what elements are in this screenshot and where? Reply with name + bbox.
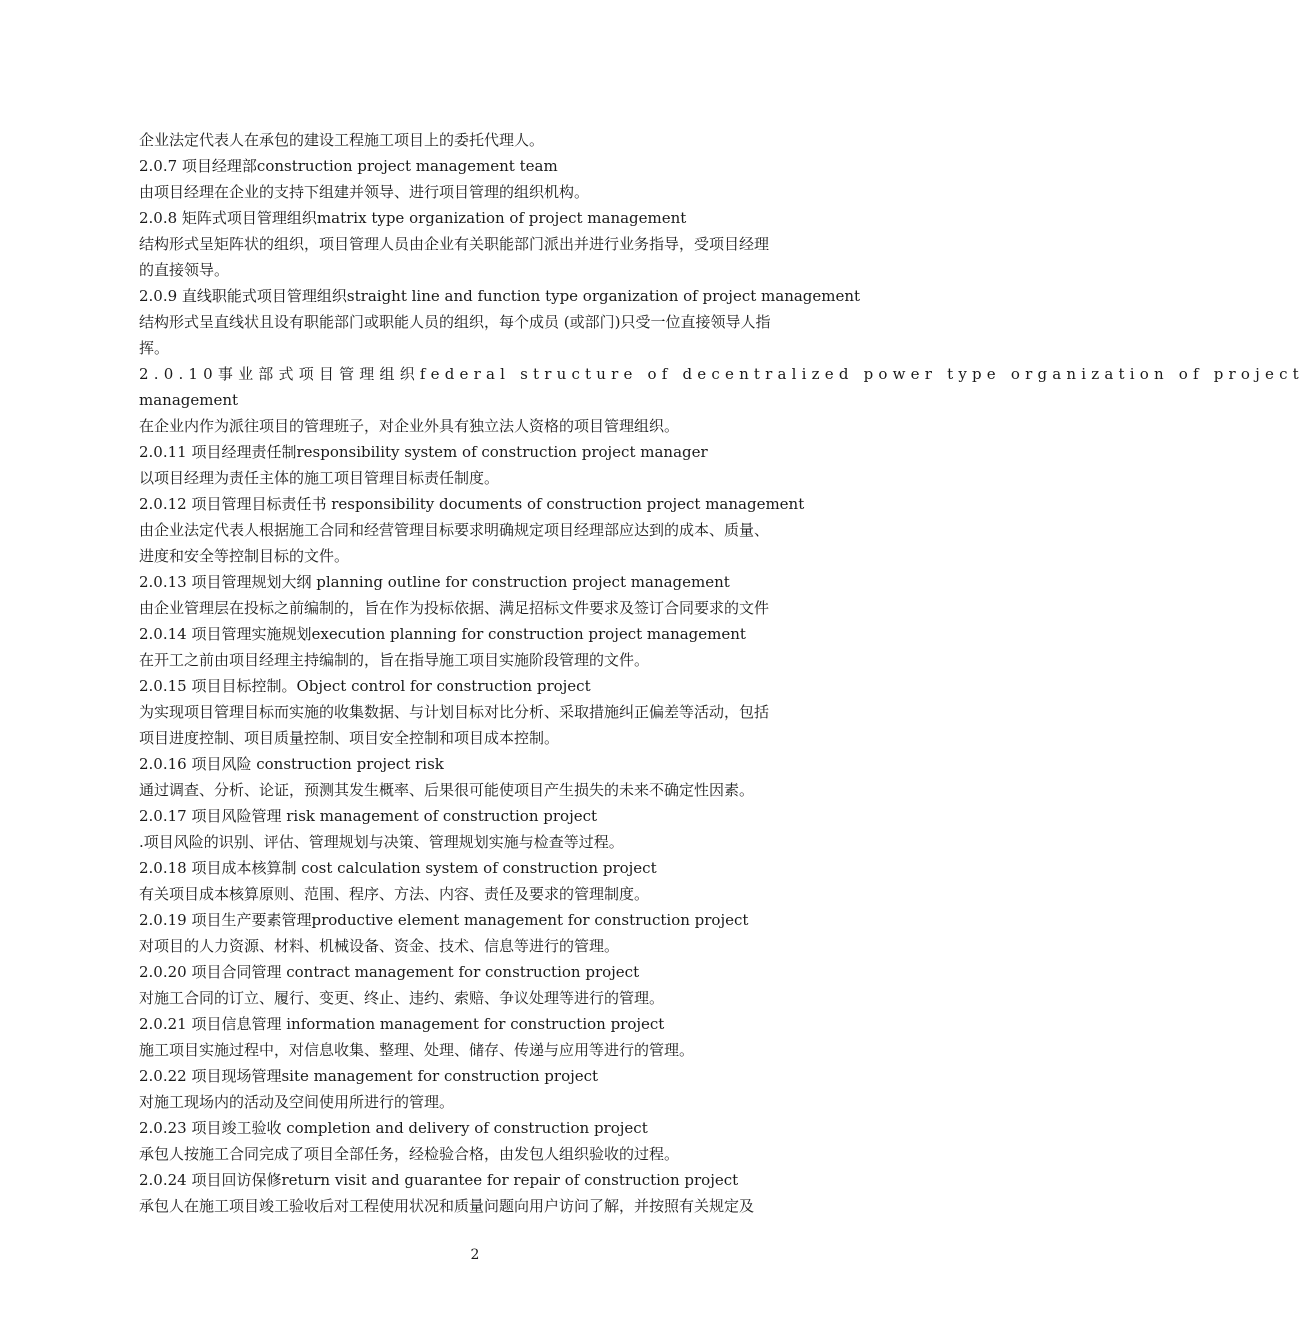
body-text-line: 对施工现场内的活动及空间使用所进行的管理。 — [139, 1093, 455, 1111]
body-text-line: 项目进度控制、项目质量控制、项目安全控制和项目成本控制。 — [139, 729, 560, 747]
term-heading-2-0-20: 2.0.20 项目合同管理 contract management for construction project — [139, 963, 640, 981]
term-heading-2-0-12: 2.0.12 项目管理目标责任书 responsibility documents of construction project management — [139, 495, 805, 513]
term-heading-2-0-23: 2.0.23 项目竣工验收 completion and delivery of construction project — [139, 1119, 648, 1137]
term-heading-2-0-19: 2.0.19 项目生产要素管理productive element management for construction project — [139, 911, 749, 929]
page-number: 2 — [470, 1247, 480, 1263]
body-text-line: 在开工之前由项目经理主持编制的，旨在指导施工项目实施阶段管理的文件。 — [139, 651, 650, 669]
body-text-line: 挥。 — [139, 339, 170, 357]
body-text-line: 对施工合同的订立、履行、变更、终止、违约、索赔、争议处理等进行的管理。 — [139, 989, 665, 1007]
document-body — [139, 127, 1304, 1219]
term-heading-2-0-13: 2.0.13 项目管理规划大纲 planning outline for construction project management — [139, 573, 730, 591]
body-text-line: 由企业法定代表人根据施工合同和经营管理目标要求明确规定项目经理部应达到的成本、质量、 — [139, 521, 770, 539]
body-text-line: 为实现项目管理目标而实施的收集数据、与计划目标对比分析、采取措施纠正偏差等活动，包括 — [139, 703, 770, 721]
term-heading-2-0-18: 2.0.18 项目成本核算制 cost calculation system of construction project — [139, 859, 657, 877]
term-heading-2-0-17: 2.0.17 项目风险管理 risk management of construction project — [139, 807, 598, 825]
term-heading-2-0-24: 2.0.24 项目回访保修return visit and guarantee for repair of construction project — [139, 1171, 739, 1189]
body-text-line: 施工项目实施过程中，对信息收集、整理、处理、储存、传递与应用等进行的管理。 — [139, 1041, 695, 1059]
body-text-line: 通过调查、分析、论证，预测其发生概率、后果很可能使项目产生损失的未来不确定性因素。 — [139, 781, 755, 799]
term-heading-2-0-9: 2.0.9 直线职能式项目管理组织straight line and function type organization of project management — [139, 287, 861, 305]
term-heading-2-0-10: 2.0.10事业部式项目管理组织federal structure of decentralized power type organization of project — [139, 365, 1304, 383]
body-text-line: 进度和安全等控制目标的文件。 — [139, 547, 350, 565]
body-text-line: 由项目经理在企业的支持下组建并领导、进行项目管理的组织机构。 — [139, 183, 590, 201]
term-heading-2-0-7: 2.0.7 项目经理部construction project management team — [139, 157, 558, 175]
term-heading-2-0-11: 2.0.11 项目经理责任制responsibility system of construction project manager — [139, 443, 708, 461]
body-text-line: 结构形式呈矩阵状的组织，项目管理人员由企业有关职能部门派出并进行业务指导，受项目经理 — [139, 235, 770, 253]
body-text-line: .项目风险的识别、评估、管理规划与决策、管理规划实施与检查等过程。 — [139, 833, 624, 851]
body-text-line: 在企业内作为派往项目的管理班子，对企业外具有独立法人资格的项目管理组织。 — [139, 417, 680, 435]
body-text-line: 承包人在施工项目竣工验收后对工程使用状况和质量问题向用户访问了解，并按照有关规定及 — [139, 1197, 755, 1215]
term-heading-2-0-15: 2.0.15 项目目标控制。Object control for construction project — [139, 677, 591, 695]
body-text-line: 企业法定代表人在承包的建设工程施工项目上的委托代理人。 — [139, 131, 545, 149]
body-text-line: 结构形式呈直线状且设有职能部门或职能人员的组织，每个成员 (或部门)只受一位直接领导人指 — [139, 313, 771, 331]
body-text-line: 对项目的人力资源、材料、机械设备、资金、技术、信息等进行的管理。 — [139, 937, 620, 955]
body-text-line: 的直接领导。 — [139, 261, 230, 279]
body-text-line: 以项目经理为责任主体的施工项目管理目标责任制度。 — [139, 469, 500, 487]
term-heading-2-0-14: 2.0.14 项目管理实施规划execution planning for construction project management — [139, 625, 746, 643]
term-heading-2-0-22: 2.0.22 项目现场管理site management for construction project — [139, 1067, 599, 1085]
term-heading-2-0-21: 2.0.21 项目信息管理 information management for construction project — [139, 1015, 665, 1033]
term-heading-2-0-16: 2.0.16 项目风险 construction project risk — [139, 755, 444, 773]
term-heading-continuation: management — [139, 391, 239, 409]
body-text-line: 有关项目成本核算原则、范围、程序、方法、内容、责任及要求的管理制度。 — [139, 885, 650, 903]
body-text-line: 承包人按施工合同完成了项目全部任务，经检验合格，由发包人组织验收的过程。 — [139, 1145, 680, 1163]
term-heading-2-0-8: 2.0.8 矩阵式项目管理组织matrix type organization of project management — [139, 209, 687, 227]
body-text-line: 由企业管理层在投标之前编制的，旨在作为投标依据、满足招标文件要求及签订合同要求的文件 — [139, 599, 770, 617]
